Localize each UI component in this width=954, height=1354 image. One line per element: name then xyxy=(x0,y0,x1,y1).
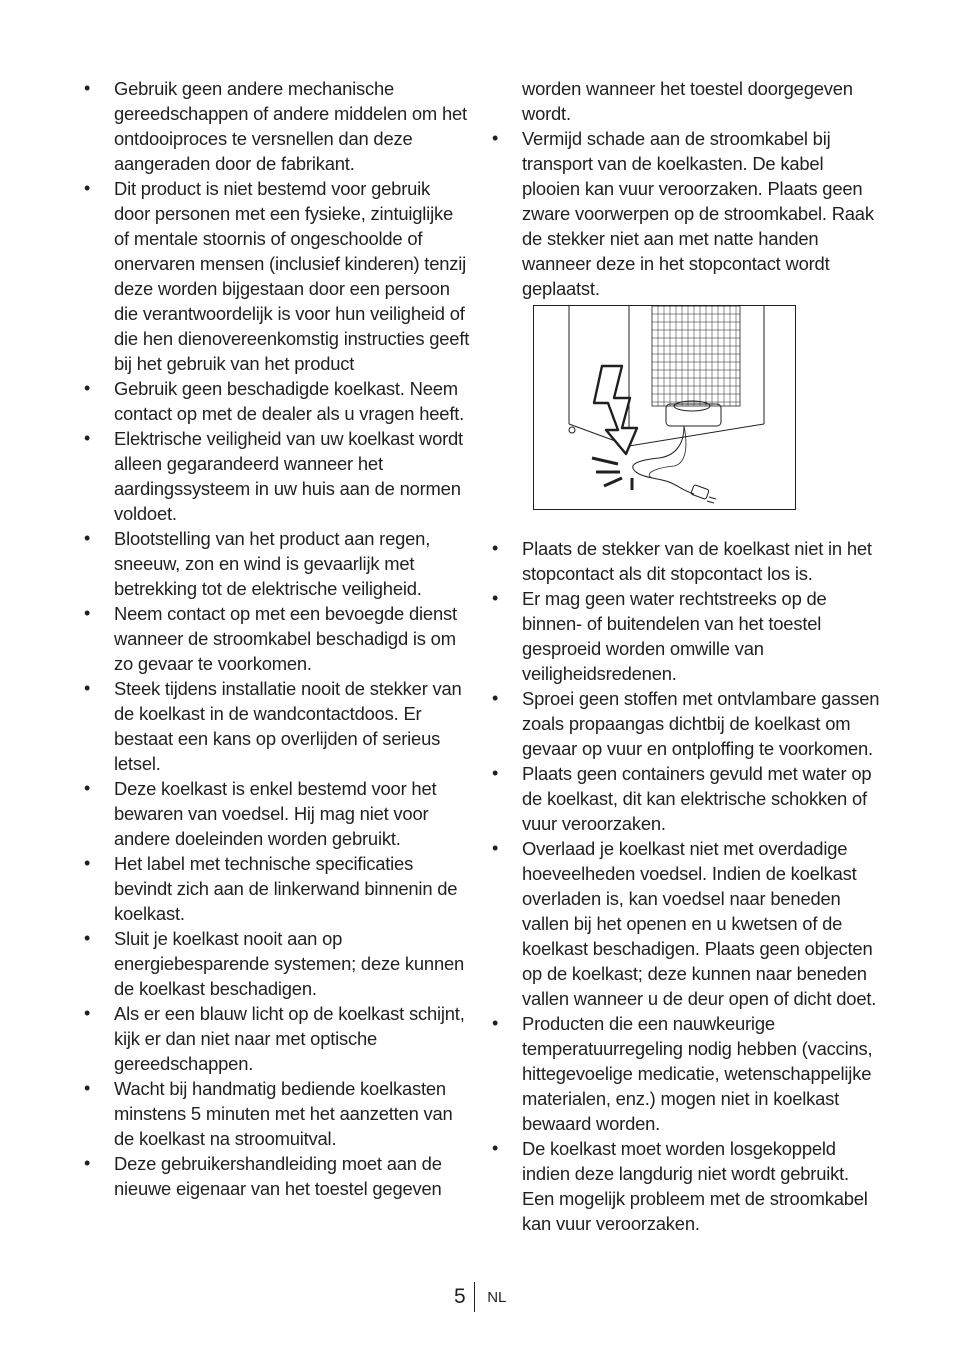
right-column xyxy=(492,76,880,1236)
list-item: • Gebruik geen beschadigde koelkast. Neem contact op met de dealer als u vragen heeft. xyxy=(84,376,470,426)
list-item: • Elektrische veiligheid van uw koelkast wordt alleen gegarandeerd wanneer het aardingssysteem in uw huis aan de normen voldoet. xyxy=(84,426,470,526)
list-item: • Steek tijdens installatie nooit de stekker van de koelkast in de wandcontactdoos. Er bestaat een kans op overlijden of serieus letsel. xyxy=(84,676,470,776)
safety-list-right-top xyxy=(492,126,880,301)
list-item: • Producten die een nauwkeurige temperatuurregeling nodig hebben (vaccins, hittegevoelige medicatie, wetenschappelijke materialen, enz.) mogen niet in koelkast bewaard worden. xyxy=(492,1011,880,1136)
list-item: • Sproei geen stoffen met ontvlambare gassen zoals propaangas dichtbij de koelkast om gevaar op vuur en ontploffing te voorkomen. xyxy=(492,686,880,761)
list-item: • Blootstelling van het product aan regen, sneeuw, zon en wind is gevaarlijk met betrekking tot de elektrische veiligheid. xyxy=(84,526,470,601)
list-item: • Neem contact op met een bevoegde dienst wanneer de stroomkabel beschadigd is om zo gevaar te voorkomen. xyxy=(84,601,470,676)
list-item: • Het label met technische specificaties bevindt zich aan de linkerwand binnenin de koelkast. xyxy=(84,851,470,926)
list-item: • Dit product is niet bestemd voor gebruik door personen met een fysieke, zintuiglijke of mentale stoornis of ongeschoolde of onervaren mensen (inclusief kinderen) tenzij deze worden bijgestaan door een persoon die verantwoordelijk is voor hun veiligheid of die hen dienovereenkomstig instructies geeft bij het gebruik van het product xyxy=(84,176,470,376)
continued-text: worden wanneer het toestel doorgegeven wordt. xyxy=(522,78,853,124)
language-code: NL xyxy=(487,1288,507,1306)
list-item: • Plaats geen containers gevuld met water op de koelkast, dit kan elektrische schokken of vuur veroorzaken. xyxy=(492,761,880,836)
list-item: • Plaats de stekker van de koelkast niet in het stopcontact als dit stopcontact los is. xyxy=(492,536,880,586)
list-item: • Vermijd schade aan de stroomkabel bij transport van de koelkasten. De kabel plooien kan vuur veroorzaken. Plaats geen zware voorwerpen op de stroomkabel. Raak de stekker niet aan met natte handen wanneer deze in het stopcontact wordt geplaatst. xyxy=(492,126,880,301)
page-number: 5 xyxy=(454,1285,466,1308)
list-item: • Er mag geen water rechtstreeks op de binnen- of buitendelen van het toestel gesproeid worden omwille van veiligheidsredenen. xyxy=(492,586,880,686)
page-footer xyxy=(454,1282,506,1312)
list-item: • Overlaad je koelkast niet met overdadige hoeveelheden voedsel. Indien de koelkast overladen is, kan voedsel naar beneden vallen bij het openen en u kwetsen of de koelkast beschadigen. Plaats geen objecten op de koelkast; deze kunnen naar beneden vallen wanneer u de deur open of dicht doet. xyxy=(492,836,880,1011)
list-item: • De koelkast moet worden losgekoppeld indien deze langdurig niet wordt gebruikt. Een mogelijk probleem met de stroomkabel kan vuur veroorzaken. xyxy=(492,1136,880,1236)
list-item: • Als er een blauw licht op de koelkast schijnt, kijk er dan niet naar met optische gereedschappen. xyxy=(84,1001,470,1076)
fridge-cable-drawing xyxy=(534,306,796,510)
left-column xyxy=(84,76,470,1201)
list-item: • Sluit je koelkast nooit aan op energiebesparende systemen; deze kunnen de koelkast beschadigen. xyxy=(84,926,470,1001)
list-item: • Wacht bij handmatig bediende koelkasten minstens 5 minuten met het aanzetten van de koelkast na stroomuitval. xyxy=(84,1076,470,1151)
safety-list-right-bottom xyxy=(492,536,880,1236)
list-item: • Deze koelkast is enkel bestemd voor het bewaren van voedsel. Hij mag niet voor andere doeleinden worden gebruikt. xyxy=(84,776,470,851)
power-cable-warning-illustration xyxy=(533,305,796,510)
list-item: • Gebruik geen andere mechanische gereedschappen of andere middelen om het ontdooiproces te versnellen dan deze aangeraden door de fabrikant. xyxy=(84,76,470,176)
safety-list-left xyxy=(84,76,470,1201)
list-item: • Deze gebruikershandleiding moet aan de nieuwe eigenaar van het toestel gegeven xyxy=(84,1151,470,1201)
footer-divider xyxy=(474,1282,476,1312)
